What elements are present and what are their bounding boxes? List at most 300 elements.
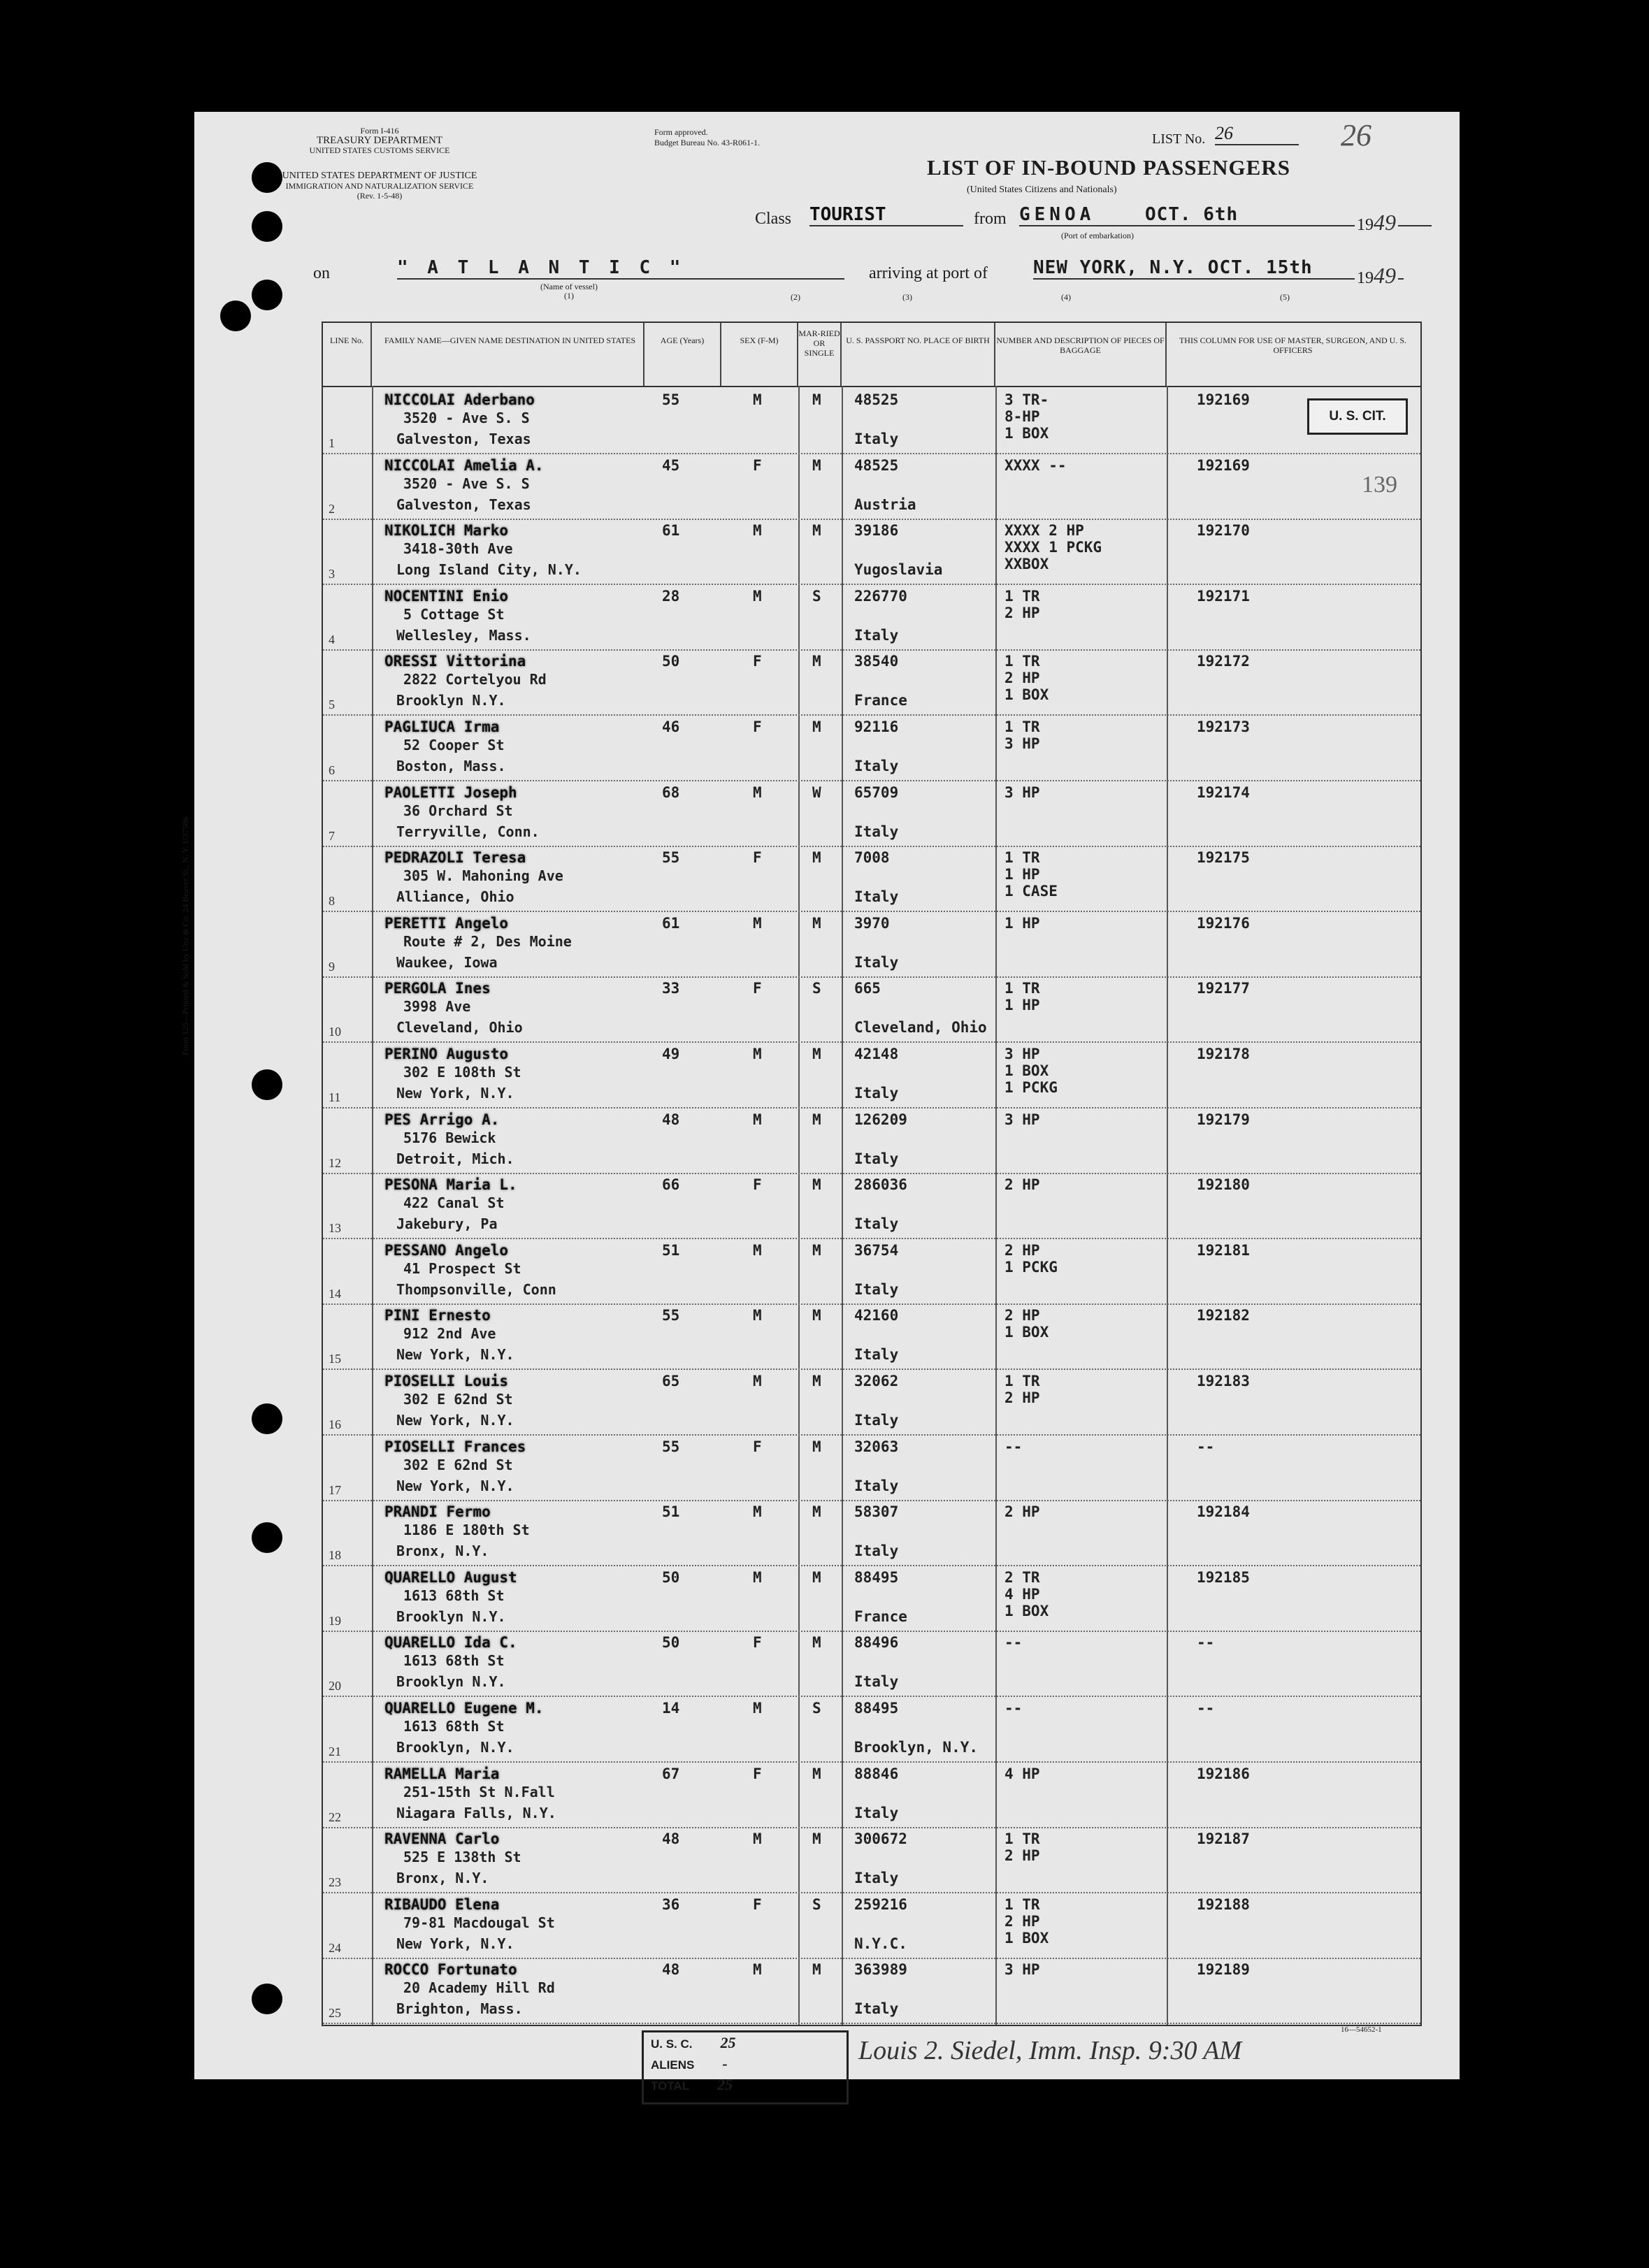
table-row	[323, 1172, 1420, 1239]
binder-hole	[252, 1069, 282, 1100]
usc-value: 25	[720, 2034, 736, 2051]
col-header-age: AGE (Years)	[645, 323, 721, 386]
cell-ln: 3	[329, 567, 335, 582]
table-row	[323, 911, 1420, 978]
cell-name: NIKOLICH Marko	[384, 522, 509, 540]
cell-bag: 3 HP	[1004, 735, 1040, 752]
cell-addr: Cleveland, Ohio	[396, 1019, 523, 1037]
cell-age: 45	[662, 456, 680, 474]
cell-addr: 3998 Ave	[403, 998, 471, 1016]
cell-ln: 9	[329, 959, 335, 974]
cell-name: RIBAUDO Elena	[384, 1895, 500, 1913]
usc-total-row	[651, 2032, 847, 2053]
vessel-col-no: (1)	[563, 291, 574, 301]
treasury-dept: TREASURY DEPARTMENT	[316, 135, 443, 146]
cell-ms: M	[812, 1176, 821, 1194]
cell-addr: Route # 2, Des Moine	[403, 932, 572, 950]
cell-addr: Bronx, N.Y.	[396, 1870, 489, 1887]
binder-hole	[252, 162, 282, 193]
cell-addr: 1613 68th St	[403, 1652, 505, 1670]
cell-age: 55	[662, 849, 680, 867]
cell-addr: 5 Cottage St	[403, 605, 505, 623]
cell-office: 192182	[1197, 1307, 1250, 1324]
col3-no: (3)	[902, 292, 912, 302]
cell-birth: Austria	[854, 496, 916, 513]
cell-ms: M	[812, 391, 821, 408]
cell-age: 61	[662, 914, 680, 932]
cell-sex: F	[753, 1634, 762, 1652]
cell-sex: M	[753, 914, 762, 932]
footer-code: 16—54652-1	[1341, 2025, 1382, 2034]
cell-age: 50	[662, 1634, 680, 1652]
cell-addr: 302 E 108th St	[403, 1064, 521, 1081]
cell-bag: 1 TR	[1004, 1373, 1040, 1389]
cell-birth: Italy	[854, 1346, 899, 1364]
cell-ms: S	[812, 1895, 821, 1913]
cell-sex: M	[753, 783, 762, 801]
binder-hole	[252, 211, 282, 242]
cell-birth: Italy	[854, 1477, 899, 1494]
usc-label: U. S. C.	[651, 2037, 693, 2051]
cell-birth: Italy	[854, 953, 899, 971]
arrival-year	[1355, 263, 1398, 289]
cell-bag: XXXX --	[1004, 456, 1067, 474]
cell-addr: Bronx, N.Y.	[396, 1543, 489, 1560]
aliens-value: -	[722, 2055, 728, 2072]
arrival-year-suffix: 49	[1374, 263, 1396, 288]
cell-ln: 20	[329, 1679, 341, 1693]
form-number: Form I-416	[360, 126, 399, 136]
cell-birth: France	[854, 1608, 907, 1625]
cell-name: PES Arrigo A.	[384, 1111, 500, 1128]
cell-office: 192170	[1197, 522, 1250, 540]
arrival-port: NEW YORK, N.Y. OCT. 15th	[1033, 257, 1404, 280]
printer-side-text: Form 125—Printed & Sold by Unz & Co. 24 Beaver St., N. Y. U37586	[180, 816, 190, 1055]
table-row	[323, 453, 1420, 520]
cell-ms: S	[812, 587, 821, 605]
cell-addr: Terryville, Conn.	[396, 823, 540, 840]
cell-birth: Italy	[854, 758, 899, 774]
cell-office: 192172	[1197, 653, 1250, 670]
table-row	[323, 976, 1420, 1043]
table-row	[323, 1499, 1420, 1566]
cell-sex: M	[753, 1830, 762, 1848]
cell-bag: XXBOX	[1004, 556, 1049, 573]
cell-addr: Brooklyn N.Y.	[396, 692, 506, 709]
cell-addr: 5176 Bewick	[403, 1129, 496, 1146]
cell-bag: 1 PCKG	[1004, 1258, 1058, 1276]
cell-addr: Alliance, Ohio	[396, 888, 514, 906]
cell-name: QUARELLO Eugene M.	[384, 1700, 544, 1717]
cell-sex: M	[753, 1046, 762, 1062]
cell-office: 192174	[1197, 783, 1250, 801]
cell-name: PRANDI Fermo	[384, 1503, 491, 1521]
cell-ms: M	[812, 1961, 821, 1979]
budget-text: Budget Bureau No. 43-R061-1.	[654, 138, 760, 147]
binder-hole	[252, 1522, 282, 1553]
cell-office: 192183	[1197, 1373, 1250, 1389]
cell-bag: --	[1004, 1700, 1023, 1717]
page-subtitle: (United States Citizens and Nationals)	[967, 185, 1117, 195]
cell-sex: F	[753, 1176, 762, 1194]
cell-addr: Brooklyn, N.Y.	[396, 1739, 514, 1756]
cell-ln: 19	[329, 1613, 341, 1628]
cell-birth: France	[854, 692, 907, 709]
cell-passport: 65709	[854, 783, 899, 801]
cell-bag: 3 HP	[1004, 1111, 1040, 1128]
col-header-sex: SEX (F-M)	[721, 323, 798, 386]
cell-bag: 1 HP	[1004, 997, 1040, 1014]
cell-office: 192177	[1197, 980, 1250, 997]
us-citizen-stamp: U. S. CIT.	[1307, 398, 1408, 435]
cell-passport: 88496	[854, 1634, 899, 1652]
cell-ms: S	[812, 1700, 821, 1717]
col4-no: (4)	[1061, 292, 1071, 302]
cell-age: 65	[662, 1373, 680, 1389]
cell-bag: 1 TR	[1004, 849, 1040, 867]
cell-addr: Long Island City, N.Y.	[396, 561, 582, 579]
cell-age: 67	[662, 1765, 680, 1782]
cell-addr: New York, N.Y.	[396, 1346, 514, 1364]
cell-passport: 42148	[854, 1046, 899, 1062]
cell-sex: F	[753, 1438, 762, 1455]
cell-name: NOCENTINI Enio	[384, 587, 509, 605]
cell-age: 51	[662, 1503, 680, 1521]
cell-addr: 52 Cooper St	[403, 737, 505, 753]
cell-name: PERINO Augusto	[384, 1046, 509, 1062]
cell-bag: 1 BOX	[1004, 1324, 1049, 1341]
cell-sex: M	[753, 1373, 762, 1389]
table-row	[323, 1892, 1420, 1959]
cell-ms: M	[812, 456, 821, 474]
cell-age: 49	[662, 1046, 680, 1062]
cell-ms: M	[812, 849, 821, 867]
cell-addr: 251-15th St N.Fall	[403, 1783, 555, 1800]
from-year	[1355, 210, 1398, 236]
cell-passport: 32062	[854, 1373, 899, 1389]
cell-addr: 525 E 138th St	[403, 1849, 521, 1866]
cell-ln: 15	[329, 1352, 341, 1366]
cell-age: 50	[662, 653, 680, 670]
cell-office: 192176	[1197, 914, 1250, 932]
cell-ln: 14	[329, 1286, 341, 1301]
cell-ln: 6	[329, 763, 335, 777]
cell-bag: 2 HP	[1004, 1241, 1040, 1259]
total-label: TOTAL	[651, 2079, 690, 2093]
cell-office: 192184	[1197, 1503, 1250, 1521]
cell-bag: 3 HP	[1004, 1046, 1040, 1062]
passenger-table	[322, 322, 1422, 2026]
cell-passport: 48525	[854, 391, 899, 408]
cell-passport: 32063	[854, 1438, 899, 1455]
cell-addr: Jakebury, Pa	[396, 1215, 498, 1233]
cell-office: 192179	[1197, 1111, 1250, 1128]
page-title: LIST OF IN-BOUND PASSENGERS	[927, 155, 1290, 180]
cell-addr: Niagara Falls, N.Y.	[396, 1804, 556, 1821]
cell-bag: 1 BOX	[1004, 425, 1049, 442]
cell-addr: Waukee, Iowa	[396, 953, 498, 971]
cell-age: 33	[662, 980, 680, 997]
table-row	[323, 518, 1420, 585]
cell-bag: 1 PCKG	[1004, 1079, 1058, 1096]
cell-bag: XXXX 2 HP	[1004, 522, 1084, 540]
cell-bag: 1 BOX	[1004, 1929, 1049, 1946]
cell-name: RAVENNA Carlo	[384, 1830, 500, 1848]
cell-birth: Cleveland, Ohio	[854, 1019, 987, 1037]
cell-birth: Italy	[854, 1870, 899, 1887]
cell-name: PEDRAZOLI Teresa	[384, 849, 526, 867]
cell-bag: 1 BOX	[1004, 686, 1049, 704]
cell-ln: 11	[329, 1090, 341, 1104]
cell-addr: 41 Prospect St	[403, 1259, 521, 1277]
cell-addr: 3520 - Ave S. S	[403, 475, 530, 492]
cell-bag: 8-HP	[1004, 408, 1040, 425]
cell-age: 61	[662, 522, 680, 540]
cell-bag: 2 HP	[1004, 1847, 1040, 1865]
cell-bag: --	[1004, 1634, 1023, 1652]
cell-passport: 36754	[854, 1241, 899, 1259]
col-header-baggage: NUMBER AND DESCRIPTION OF PIECES OF BAGGAGE	[995, 323, 1167, 386]
cell-addr: Galveston, Texas	[396, 431, 531, 447]
cell-ln: 23	[329, 1875, 341, 1890]
inspector-signature: Louis 2. Siedel, Imm. Insp. 9:30 AM	[858, 2036, 1242, 2065]
cell-addr: 20 Academy Hill Rd	[403, 1979, 555, 1997]
cell-name: PAOLETTI Joseph	[384, 783, 517, 801]
cell-addr: 305 W. Mahoning Ave	[403, 867, 563, 885]
cell-sex: M	[753, 587, 762, 605]
cell-birth: Italy	[854, 2000, 899, 2018]
cell-addr: New York, N.Y.	[396, 1412, 514, 1429]
vessel-note	[540, 282, 598, 301]
cell-age: 55	[662, 391, 680, 408]
revision: (Rev. 1-5-48)	[357, 191, 403, 201]
cell-passport: 3970	[854, 914, 890, 932]
cell-age: 68	[662, 783, 680, 801]
cell-addr: Brooklyn N.Y.	[396, 1673, 506, 1691]
cell-bag: 1 TR	[1004, 1895, 1040, 1913]
cell-name: RAMELLA Maria	[384, 1765, 500, 1782]
cell-ms: M	[812, 1568, 821, 1586]
cell-ms: M	[812, 914, 821, 932]
cell-bag: 4 HP	[1004, 1585, 1040, 1603]
cell-bag: 1 HP	[1004, 914, 1040, 932]
cell-ms: M	[812, 1765, 821, 1782]
cell-name: PESONA Maria L.	[384, 1176, 517, 1194]
cell-bag: 1 TR	[1004, 587, 1040, 605]
cell-ln: 18	[329, 1548, 341, 1563]
cell-ms: M	[812, 1634, 821, 1652]
cell-office: --	[1197, 1634, 1215, 1652]
cell-passport: 286036	[854, 1176, 907, 1194]
form-header-left	[296, 126, 463, 155]
cell-passport: 88495	[854, 1568, 899, 1586]
cell-ms: M	[812, 1373, 821, 1389]
table-row	[323, 1957, 1420, 2024]
table-row	[323, 1434, 1420, 1501]
cell-addr: 2822 Cortelyou Rd	[403, 671, 547, 688]
cell-ln: 13	[329, 1221, 341, 1236]
cell-ln: 16	[329, 1417, 341, 1431]
cell-passport: 88495	[854, 1700, 899, 1717]
cell-birth: Italy	[854, 1412, 899, 1429]
cell-addr: Wellesley, Mass.	[396, 626, 531, 644]
cell-birth: N.Y.C.	[854, 1935, 907, 1952]
cell-ms: M	[812, 653, 821, 670]
cell-bag: 1 HP	[1004, 866, 1040, 883]
cell-office: 192169	[1197, 456, 1250, 474]
class-value: TOURIST	[809, 204, 963, 226]
cell-passport: 39186	[854, 522, 899, 540]
cell-sex: M	[753, 1568, 762, 1586]
table-row	[323, 1761, 1420, 1828]
cell-birth: Italy	[854, 1280, 899, 1298]
cell-bag: 1 TR	[1004, 718, 1040, 735]
cell-addr: Brighton, Mass.	[396, 2000, 523, 2018]
cell-sex: F	[753, 1765, 762, 1782]
cell-bag: 2 HP	[1004, 1389, 1040, 1406]
cell-age: 14	[662, 1700, 680, 1717]
col-header-passport: U. S. PASSPORT NO. PLACE OF BIRTH	[842, 323, 995, 386]
cell-passport: 38540	[854, 653, 899, 670]
cell-sex: M	[753, 1111, 762, 1128]
cell-ms: M	[812, 1241, 821, 1259]
cell-age: 36	[662, 1895, 680, 1913]
cell-birth: Yugoslavia	[854, 561, 943, 579]
cell-sex: M	[753, 391, 762, 408]
cell-birth: Italy	[854, 823, 899, 840]
cell-ln: 1	[329, 436, 335, 450]
cell-age: 66	[662, 1176, 680, 1194]
cell-bag: 3 TR-	[1004, 391, 1049, 408]
table-row	[323, 1041, 1420, 1108]
cell-office: --	[1197, 1700, 1215, 1717]
table-row	[323, 649, 1420, 716]
cell-office: 192178	[1197, 1046, 1250, 1062]
year-prefix: 19	[1357, 216, 1374, 234]
binder-hole	[252, 1403, 282, 1434]
cell-name: PIOSELLI Frances	[384, 1438, 526, 1455]
vessel-note-text: (Name of vessel)	[540, 282, 598, 291]
cell-addr: 1186 E 180th St	[403, 1522, 530, 1539]
table-row	[323, 1565, 1420, 1632]
cell-ln: 10	[329, 1025, 341, 1039]
cell-birth: Italy	[854, 431, 899, 447]
cell-bag: 1 CASE	[1004, 883, 1058, 900]
cell-addr: 3418-30th Ave	[403, 540, 513, 558]
cell-office: 192171	[1197, 587, 1250, 605]
cell-ms: M	[812, 1830, 821, 1848]
cell-bag: 1 BOX	[1004, 1602, 1049, 1619]
cell-name: QUARELLO Ida C.	[384, 1634, 517, 1652]
vessel-name: " A T L A N T I C "	[397, 257, 844, 280]
cell-addr: Boston, Mass.	[396, 758, 506, 774]
cell-addr: 36 Orchard St	[403, 802, 513, 819]
port-embark-note: (Port of embarkation)	[1061, 231, 1134, 240]
cell-ln: 21	[329, 1745, 341, 1758]
cell-passport: 259216	[854, 1895, 907, 1913]
cell-office: 192186	[1197, 1765, 1250, 1782]
cell-passport: 7008	[854, 849, 890, 867]
cell-passport: 665	[854, 980, 881, 997]
cell-sex: F	[753, 653, 762, 670]
cell-birth: Italy	[854, 1543, 899, 1560]
cell-birth: Italy	[854, 1085, 899, 1102]
cell-addr: Detroit, Mich.	[396, 1150, 514, 1167]
cell-ln: 25	[329, 2006, 341, 2021]
list-no-value: 26	[1215, 123, 1299, 145]
cell-name: NICCOLAI Aderbano	[384, 391, 535, 408]
cell-age: 46	[662, 718, 680, 735]
customs-service: UNITED STATES CUSTOMS SERVICE	[309, 145, 450, 155]
cell-passport: 126209	[854, 1111, 907, 1128]
table-row	[323, 387, 1420, 454]
cell-age: 55	[662, 1307, 680, 1324]
cell-bag: 1 TR	[1004, 653, 1040, 670]
cell-name: PESSANO Angelo	[384, 1241, 509, 1259]
cell-ln: 17	[329, 1482, 341, 1497]
cell-ln: 5	[329, 698, 335, 712]
justice-dept: UNITED STATES DEPARTMENT OF JUSTICE	[282, 171, 477, 181]
cell-bag: 3 HP	[1004, 1961, 1040, 1979]
aliens-total-row	[651, 2053, 847, 2074]
cell-age: 48	[662, 1961, 680, 1979]
cell-passport: 92116	[854, 718, 899, 735]
cell-ln: 8	[329, 894, 335, 909]
cell-sex: M	[753, 1700, 762, 1717]
cell-birth: Italy	[854, 1215, 899, 1233]
col-header-name: FAMILY NAME—GIVEN NAME DESTINATION IN UNITED STATES	[372, 323, 645, 386]
cell-sex: M	[753, 1307, 762, 1324]
cell-bag: 1 TR	[1004, 980, 1040, 997]
form-header-justice	[278, 171, 481, 201]
cell-sex: M	[753, 522, 762, 540]
cell-bag: 2 HP	[1004, 1307, 1040, 1324]
cell-name: PERGOLA Ines	[384, 980, 491, 997]
col-header-officers: THIS COLUMN FOR USE OF MASTER, SURGEON, AND U. S. OFFICERS	[1179, 335, 1407, 355]
cell-sex: F	[753, 718, 762, 735]
cell-passport: 42160	[854, 1307, 899, 1324]
port-of-embarkation: GENOA	[1019, 204, 1095, 225]
cell-passport: 226770	[854, 587, 907, 605]
cell-age: 55	[662, 1438, 680, 1455]
cell-addr: New York, N.Y.	[396, 1935, 514, 1952]
cell-bag: 1 BOX	[1004, 1062, 1049, 1079]
cell-age: 51	[662, 1241, 680, 1259]
cell-ln: 2	[329, 501, 335, 516]
cell-birth: Italy	[854, 1673, 899, 1691]
cell-office: 192189	[1197, 1961, 1250, 1979]
cell-office: 192169	[1197, 391, 1250, 408]
cell-bag: XXXX 1 PCKG	[1004, 539, 1102, 556]
cell-ln: 7	[329, 828, 335, 843]
cell-ms: M	[812, 522, 821, 540]
cell-sex: M	[753, 1241, 762, 1259]
cell-bag: 2 HP	[1004, 1912, 1040, 1930]
form-approval	[654, 127, 760, 148]
table-row	[323, 1630, 1420, 1697]
binder-hole	[252, 280, 282, 310]
cell-addr: 912 2nd Ave	[403, 1325, 496, 1343]
cell-name: PINI Ernesto	[384, 1307, 491, 1324]
manifest-sheet	[180, 112, 1460, 2093]
cell-addr: 422 Canal St	[403, 1194, 505, 1212]
cell-ms: W	[812, 783, 821, 801]
binder-hole	[220, 301, 251, 331]
cell-addr: Galveston, Texas	[396, 496, 531, 513]
cell-ln: 22	[329, 1810, 341, 1824]
cell-sex: F	[753, 1895, 762, 1913]
cell-ms: M	[812, 1046, 821, 1062]
